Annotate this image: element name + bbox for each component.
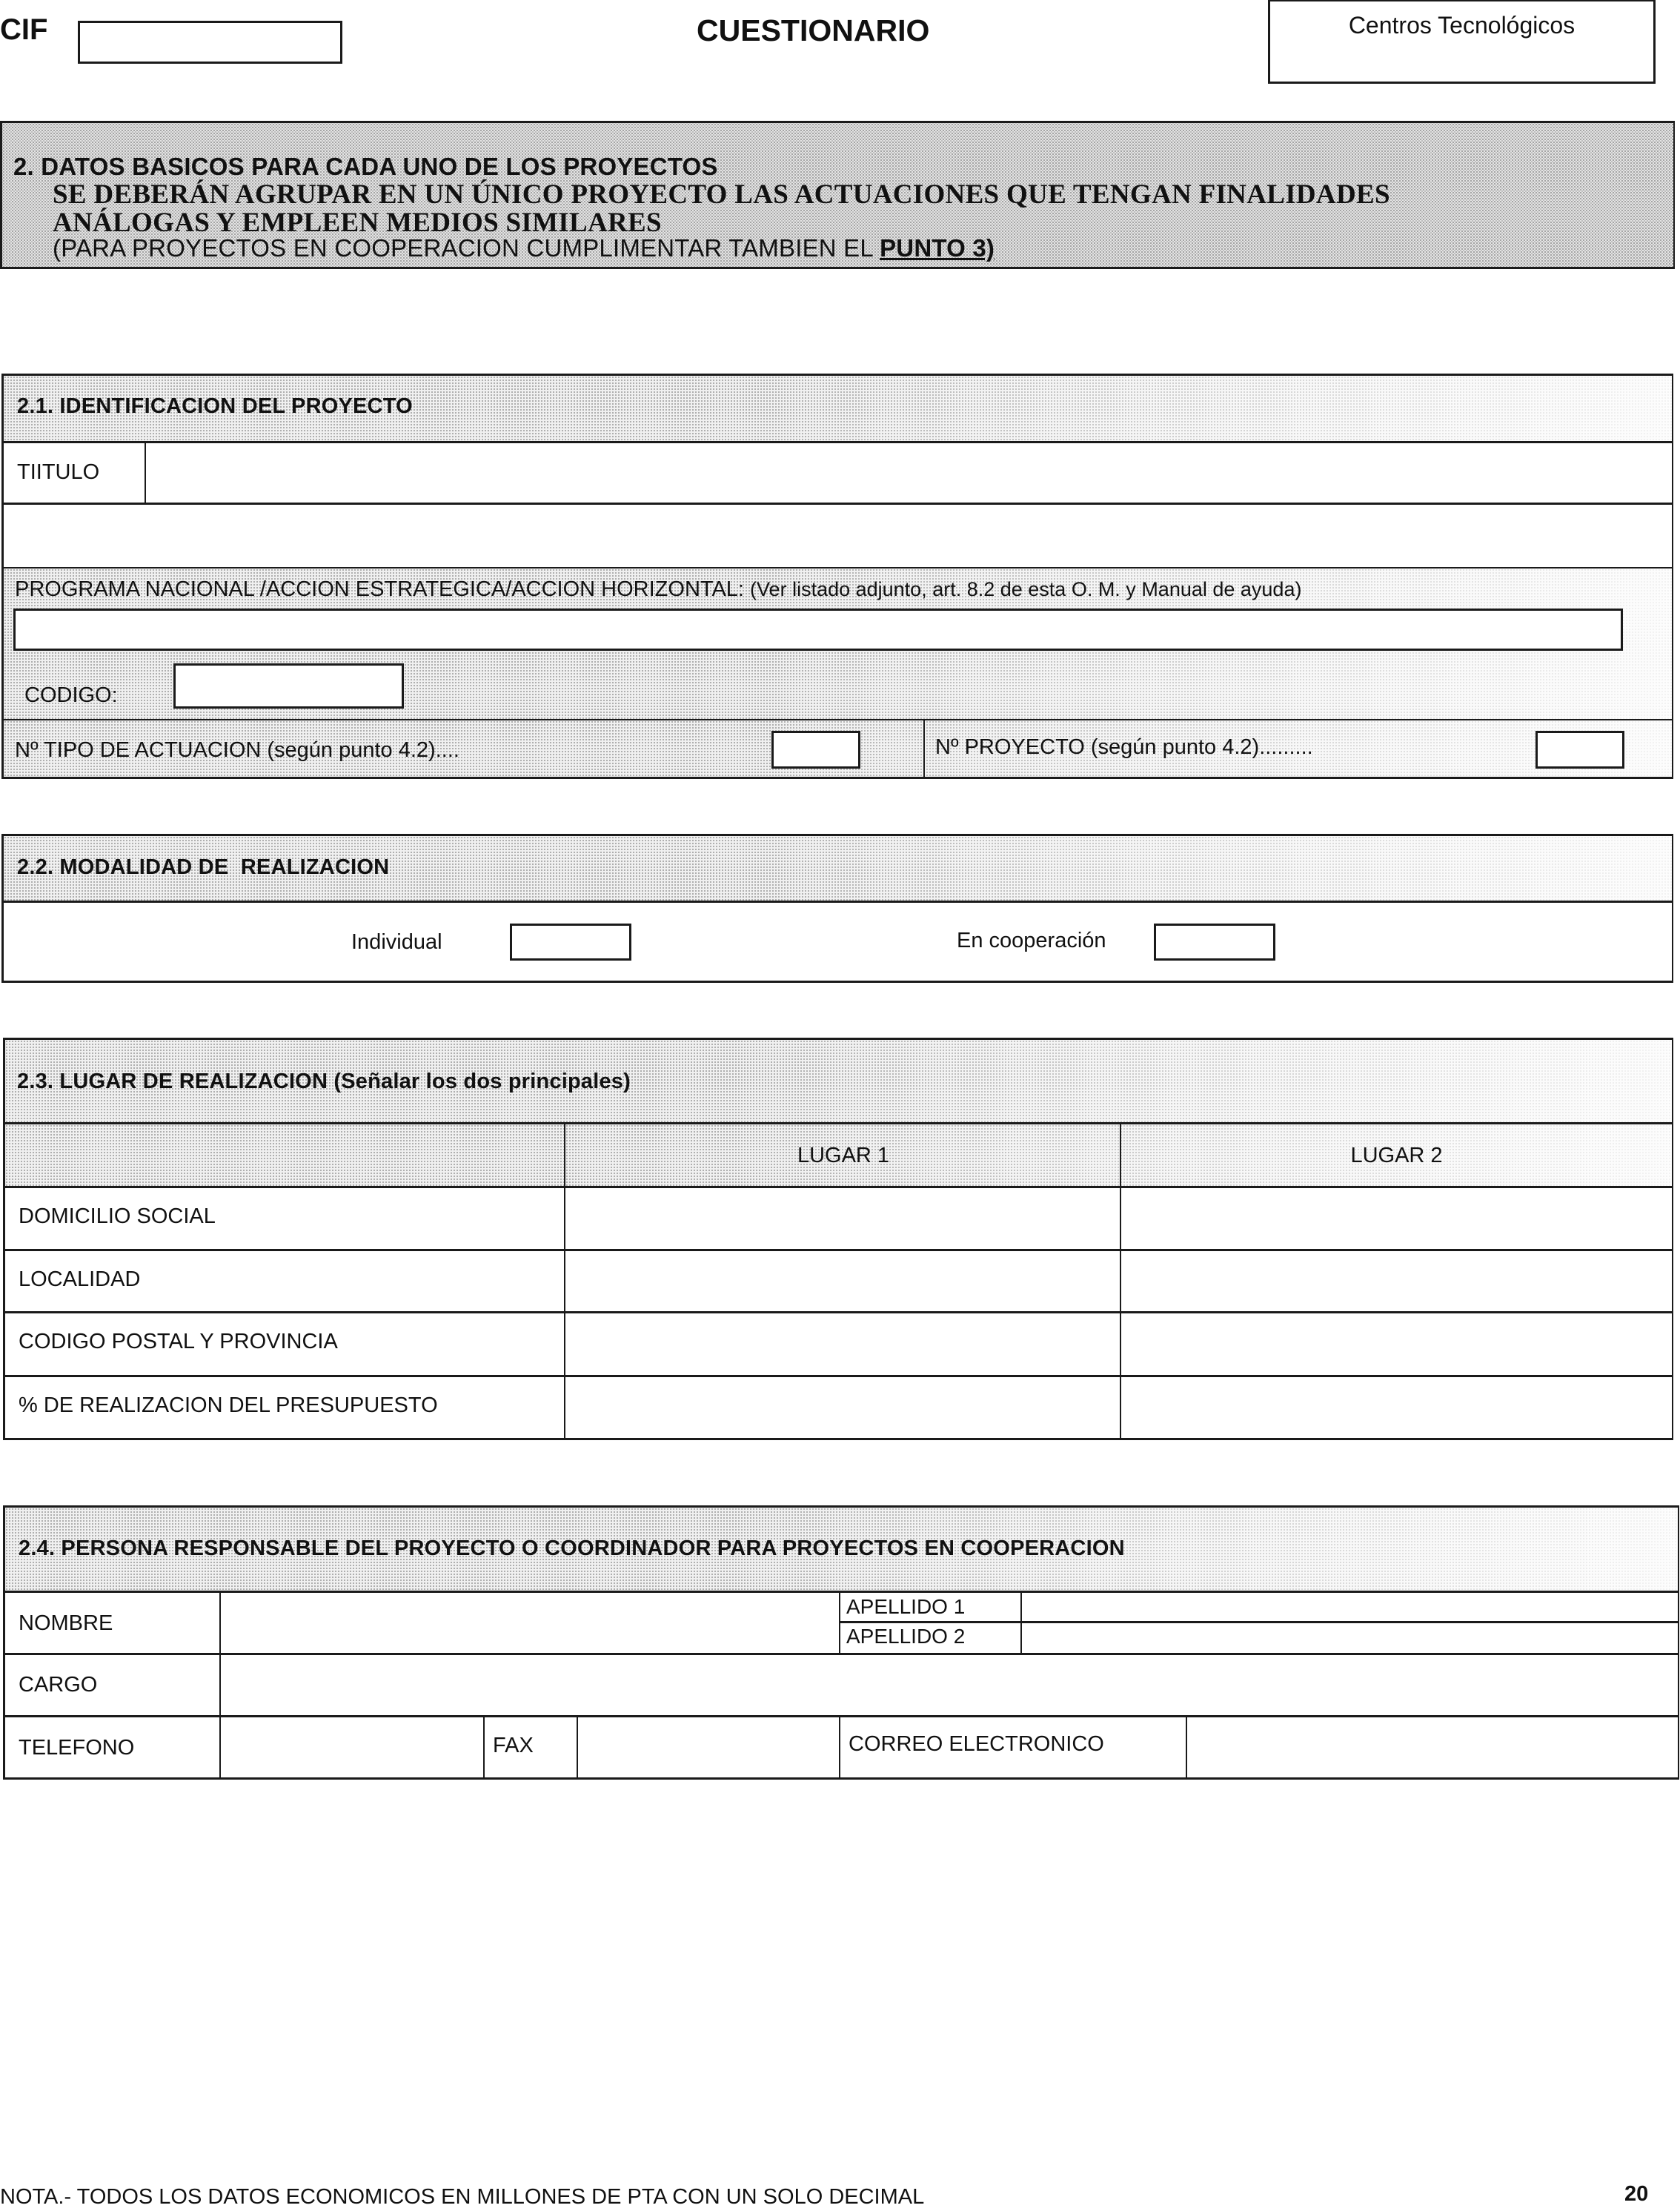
contacto-row bbox=[5, 1717, 1678, 1777]
programa-label bbox=[15, 577, 1301, 602]
fax-input[interactable] bbox=[578, 1717, 839, 1777]
apellido-1-label: APELLIDO 1 bbox=[846, 1595, 966, 1618]
correo-divider-left bbox=[839, 1717, 840, 1777]
domicilio-label: DOMICILIO SOCIAL bbox=[19, 1204, 216, 1228]
section-2-1-title: 2.1. IDENTIFICACION DEL PROYECTO bbox=[17, 394, 413, 418]
apellido-2-label: APELLIDO 2 bbox=[846, 1625, 966, 1648]
presupuesto-lugar-2-input[interactable] bbox=[1122, 1377, 1672, 1438]
cooperacion-checkbox[interactable] bbox=[1154, 924, 1275, 961]
titulo-row bbox=[4, 443, 1672, 505]
section-2-3 bbox=[3, 1038, 1673, 1440]
nombre-label: NOMBRE bbox=[19, 1611, 113, 1635]
lugar-header-blank bbox=[5, 1124, 565, 1186]
correo-input[interactable] bbox=[1187, 1717, 1678, 1777]
localidad-lugar-2-input[interactable] bbox=[1122, 1251, 1672, 1311]
section-2-1-header bbox=[4, 376, 1672, 443]
proyecto-label: Nº PROYECTO (según punto 4.2)......... bbox=[935, 735, 1313, 759]
cif-label: CIF bbox=[0, 13, 48, 46]
localidad-lugar-1-input[interactable] bbox=[566, 1251, 1119, 1311]
fax-label: FAX bbox=[493, 1734, 534, 1757]
presupuesto-lugar-1-input[interactable] bbox=[566, 1377, 1119, 1438]
section-2-2-title: 2.2. MODALIDAD DE REALIZACION bbox=[17, 855, 390, 879]
proyecto-input[interactable] bbox=[1535, 731, 1624, 769]
titulo-divider bbox=[145, 443, 146, 503]
nombre-row bbox=[5, 1593, 1678, 1655]
section-2-banner bbox=[0, 121, 1675, 269]
section-2-3-title: 2.3. LUGAR DE REALIZACION (Señalar los dos principales) bbox=[17, 1070, 631, 1093]
titulo-label: TIITULO bbox=[17, 460, 100, 484]
codigo-label: CODIGO: bbox=[24, 683, 118, 707]
tipo-actuacion-input[interactable] bbox=[771, 731, 860, 769]
table-row-codigo-postal bbox=[5, 1313, 1672, 1377]
domicilio-lugar-2-input[interactable] bbox=[1122, 1188, 1672, 1249]
page-number: 20 bbox=[1624, 2182, 1649, 2206]
lugar-2-header: LUGAR 2 bbox=[1350, 1144, 1443, 1167]
telefono-input[interactable] bbox=[221, 1717, 483, 1777]
individual-label: Individual bbox=[351, 930, 442, 954]
section-2-4 bbox=[3, 1505, 1679, 1780]
cooperation-note-text: (PARA PROYECTOS EN COOPERACION CUMPLIMENTAR TAMBIEN EL bbox=[53, 234, 880, 262]
tipo-actuacion-label: Nº TIPO DE ACTUACION (según punto 4.2).... bbox=[15, 738, 459, 762]
section-2-2-header bbox=[4, 836, 1672, 903]
section-2-4-title: 2.4. PERSONA RESPONSABLE DEL PROYECTO O COORDINADOR PARA PROYECTOS EN COOPERACION bbox=[19, 1537, 1125, 1560]
lugar-1-header: LUGAR 1 bbox=[797, 1144, 890, 1167]
apellido-2-row bbox=[840, 1623, 1678, 1653]
nombre-input[interactable] bbox=[221, 1593, 839, 1653]
tipo-proyecto-divider bbox=[923, 720, 925, 777]
programa-input[interactable] bbox=[13, 609, 1623, 651]
codigo-postal-label: CODIGO POSTAL Y PROVINCIA bbox=[19, 1330, 338, 1353]
section-2-instruction-line2: ANÁLOGAS Y EMPLEEN MEDIOS SIMILARES bbox=[53, 208, 662, 238]
telefono-label: TELEFONO bbox=[19, 1736, 135, 1760]
table-row-presupuesto bbox=[5, 1377, 1672, 1438]
section-2-2 bbox=[1, 834, 1673, 983]
programa-note: (Ver listado adjunto, art. 8.2 de esta O. M. y Manual de ayuda) bbox=[750, 578, 1302, 600]
document-title: CUESTIONARIO bbox=[697, 13, 930, 47]
section-2-3-header bbox=[5, 1040, 1672, 1124]
section-2-4-header bbox=[5, 1508, 1678, 1593]
punto-3-link[interactable]: PUNTO 3) bbox=[880, 234, 995, 262]
table-row-localidad bbox=[5, 1251, 1672, 1313]
section-2-cooperation-note bbox=[53, 234, 995, 262]
codigo-postal-lugar-1-input[interactable] bbox=[566, 1313, 1119, 1375]
titulo-continuation-input[interactable] bbox=[4, 505, 1672, 569]
cooperacion-label: En cooperación bbox=[957, 929, 1106, 952]
lugar-header-row bbox=[5, 1124, 1672, 1188]
cargo-input[interactable] bbox=[221, 1655, 1678, 1715]
correo-label: CORREO ELECTRONICO bbox=[849, 1732, 1104, 1756]
programa-label-text: PROGRAMA NACIONAL /ACCION ESTRATEGICA/ACCION HORIZONTAL: bbox=[15, 577, 744, 601]
section-2-1 bbox=[1, 374, 1673, 779]
cargo-row bbox=[5, 1655, 1678, 1717]
section-2-instruction-line1: SE DEBERÁN AGRUPAR EN UN ÚNICO PROYECTO LAS ACTUACIONES QUE TENGAN FINALIDADES bbox=[53, 179, 1390, 210]
cargo-label: CARGO bbox=[19, 1673, 98, 1697]
apellido-1-input[interactable] bbox=[1022, 1593, 1678, 1621]
tipo-proyecto-row bbox=[4, 720, 1672, 777]
apellido-2-input[interactable] bbox=[1022, 1623, 1678, 1653]
category-box bbox=[1268, 0, 1656, 84]
codigo-postal-lugar-2-input[interactable] bbox=[1122, 1313, 1672, 1375]
table-row-domicilio bbox=[5, 1188, 1672, 1251]
section-2-title: 2. DATOS BASICOS PARA CADA UNO DE LOS PROYECTOS bbox=[13, 153, 718, 180]
titulo-input[interactable] bbox=[147, 443, 1672, 503]
cif-input[interactable] bbox=[78, 21, 342, 64]
category-label: Centros Tecnológicos bbox=[1348, 12, 1576, 39]
codigo-input[interactable] bbox=[173, 663, 404, 709]
footer-note: NOTA.- TODOS LOS DATOS ECONOMICOS EN MILLONES DE PTA CON UN SOLO DECIMAL bbox=[0, 2185, 925, 2209]
individual-checkbox[interactable] bbox=[510, 924, 631, 961]
presupuesto-label: % DE REALIZACION DEL PRESUPUESTO bbox=[19, 1393, 438, 1417]
localidad-label: LOCALIDAD bbox=[19, 1267, 141, 1291]
domicilio-lugar-1-input[interactable] bbox=[566, 1188, 1119, 1249]
apellido-1-row bbox=[840, 1593, 1678, 1623]
programa-area bbox=[4, 569, 1672, 720]
fax-divider-left bbox=[483, 1717, 485, 1777]
